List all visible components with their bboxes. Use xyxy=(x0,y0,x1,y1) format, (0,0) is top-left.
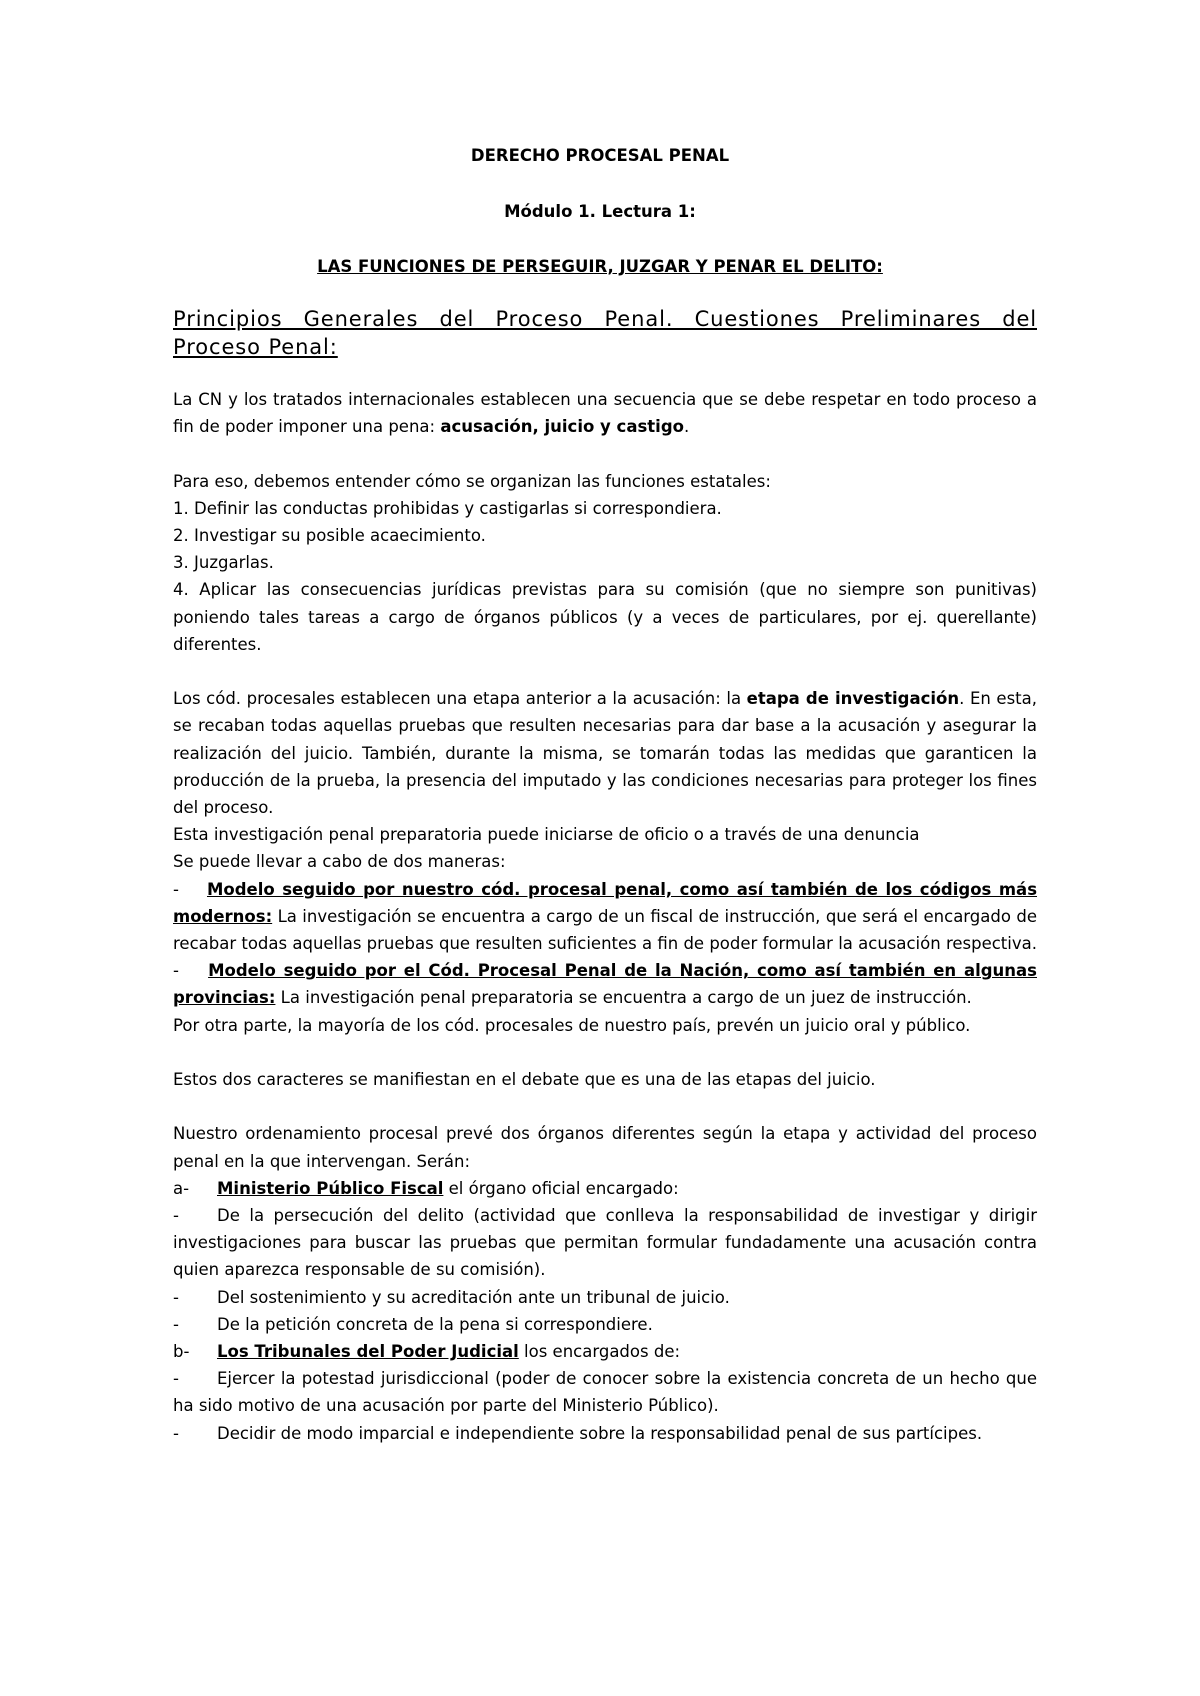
intro-paragraph xyxy=(173,386,1037,440)
functions-lead: Para eso, debemos entender cómo se organizan las funciones estatales: xyxy=(173,471,771,491)
function-text: Definir las conductas prohibidas y castigarlas si correspondiera. xyxy=(194,498,722,518)
function-item xyxy=(173,549,1037,576)
organ-b-duty xyxy=(173,1420,1037,1447)
debate-paragraph: Estos dos caracteres se manifiestan en el debate que es una de las etapas del juicio. xyxy=(173,1070,876,1090)
model-title: Modelo seguido por el Cód. Procesal Penal de la Nación, como así también en algunas provincias: xyxy=(173,961,1037,1008)
intro-bold: acusación, juicio y castigo xyxy=(440,417,684,437)
organ-a-heading xyxy=(173,1175,1037,1202)
duty-dash: - xyxy=(173,1423,179,1443)
oral-trial-paragraph: Por otra parte, la mayoría de los cód. procesales de nuestro país, prevén un juicio oral y público. xyxy=(173,1015,971,1035)
function-number: 3. xyxy=(173,553,189,573)
model-item xyxy=(173,876,1037,958)
intro-end: . xyxy=(683,417,690,437)
model-item xyxy=(173,957,1037,1011)
organ-b-heading xyxy=(173,1338,1037,1365)
investigation-ways-lead: Se puede llevar a cabo de dos maneras: xyxy=(173,852,506,872)
function-item xyxy=(173,576,1037,658)
organs-lead: Nuestro ordenamiento procesal prevé dos órganos diferentes según la etapa y actividad del proceso penal en la que intervengan. Serán: xyxy=(173,1124,1037,1171)
duty-dash: - xyxy=(173,1206,179,1226)
duty-text: Decidir de modo imparcial e independiente sobre la responsabilidad penal de sus partícipes. xyxy=(217,1423,983,1443)
model-title: Modelo seguido por nuestro cód. procesal penal, como así también de los códigos más modernos: xyxy=(173,879,1038,926)
duty-text: Ejercer la potestad jurisdiccional (poder de conocer sobre la existencia concreta de un hecho que ha sido motivo de una acusación por parte del Ministerio Público). xyxy=(173,1369,1037,1416)
investigation-text-end: . En esta, se recaban todas aquellas pruebas que resulten necesarias para dar base a la acusación y asegurar la realización del juicio. También, durante la misma, se tomarán todas las medidas que garanticen la producción de la prueba, la presencia del imputado y las condiciones necesarias para proteger los fines del proceso. xyxy=(173,689,1037,818)
paragraph-gap xyxy=(173,658,1037,685)
organ-letter: b- xyxy=(173,1342,190,1362)
paragraph-gap xyxy=(173,1093,1037,1120)
function-text: Investigar su posible acaecimiento. xyxy=(194,526,486,545)
function-item xyxy=(173,495,1037,522)
function-number: 2. xyxy=(173,526,189,545)
paragraph-gap xyxy=(173,1039,1037,1066)
organ-a-duty xyxy=(173,1202,1037,1284)
duty-text: Del sostenimiento y su acreditación ante un tribunal de juicio. xyxy=(217,1287,730,1307)
investigation-paragraph xyxy=(173,685,1037,821)
function-number: 1. xyxy=(173,498,189,518)
organ-text: los encargados de: xyxy=(518,1342,681,1362)
duty-dash: - xyxy=(173,1314,179,1334)
organ-text: el órgano oficial encargado: xyxy=(443,1178,679,1198)
subtitle: Principios Generales del Proceso Penal. Cuestiones Preliminares del Proceso Penal: xyxy=(173,307,1037,359)
duty-text: De la persecución del delito (actividad que conlleva la responsabilidad de investigar y dirigir investigaciones para buscar las pruebas que permitan formular fundadamente una acusación contra quien aparezca responsable de su comisión). xyxy=(173,1206,1037,1280)
model-dash: - xyxy=(173,879,179,899)
duty-dash: - xyxy=(173,1287,179,1307)
organ-title: Ministerio Público Fiscal xyxy=(217,1178,444,1198)
investigation-stage-bold: etapa de investigación xyxy=(746,689,960,709)
organ-b-duty xyxy=(173,1365,1037,1419)
duty-dash: - xyxy=(173,1369,179,1389)
document-body xyxy=(173,386,1037,1447)
organ-a-duty xyxy=(173,1311,1037,1338)
model-dash: - xyxy=(173,961,179,981)
duty-text: De la petición concreta de la pena si correspondiere. xyxy=(217,1314,653,1334)
function-text: Juzgarlas. xyxy=(194,553,274,573)
intro-text: La CN y los tratados internacionales establecen una secuencia que se debe respetar en todo proceso a fin de poder imponer una pena: xyxy=(173,390,1037,437)
paragraph-gap xyxy=(173,440,1037,467)
organ-title: Los Tribunales del Poder Judicial xyxy=(217,1342,519,1362)
investigation-start-paragraph: Esta investigación penal preparatoria puede iniciarse de oficio o a través de una denuncia xyxy=(173,825,920,845)
investigation-text-start: Los cód. procesales establecen una etapa anterior a la acusación: la xyxy=(173,689,747,709)
section-title: LAS FUNCIONES DE PERSEGUIR, JUZGAR Y PENAR EL DELITO: xyxy=(317,257,883,276)
organ-letter: a- xyxy=(173,1178,190,1198)
function-item xyxy=(173,522,1037,549)
course-title: DERECHO PROCESAL PENAL xyxy=(470,146,730,165)
model-text: La investigación se encuentra a cargo de un fiscal de instrucción, que será el encargado de recabar todas aquellas pruebas que resulten suficientes a fin de poder formular la acusación respectiva. xyxy=(173,906,1037,954)
function-number: 4. xyxy=(173,580,189,600)
module-line: Módulo 1. Lectura 1: xyxy=(504,202,696,221)
function-text: Aplicar las consecuencias jurídicas previstas para su comisión (que no siempre son punitivas) poniendo tales tareas a cargo de órganos públicos (y a veces de particulares, por ej. querellante) diferentes. xyxy=(173,580,1037,654)
organ-a-duty xyxy=(173,1284,1037,1311)
model-text: La investigación penal preparatoria se encuentra a cargo de un juez de instrucción. xyxy=(275,988,972,1008)
